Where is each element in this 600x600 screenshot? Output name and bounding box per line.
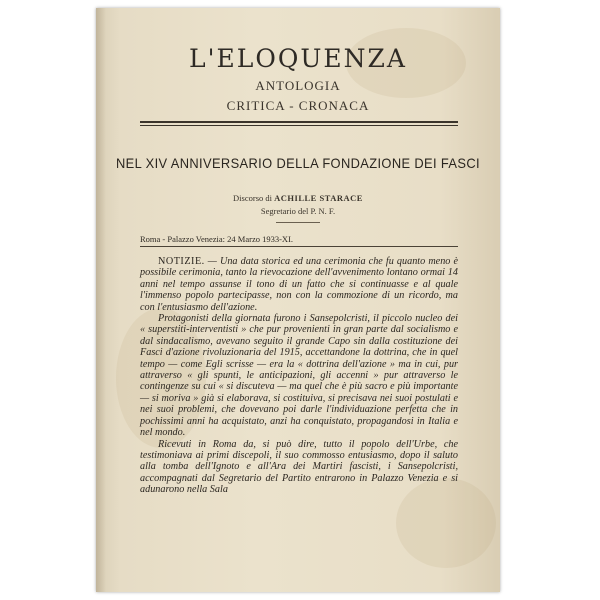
masthead-subtitle-secondary: CRITICA - CRONACA bbox=[226, 98, 370, 113]
paragraph: Ricevuti in Roma da, si può dire, tutto il popolo dell'Urbe, che testimoniava ai primi discepoli, il suo commosso entusiasmo, dopo il saluto alla tomba dell'Ignoto e all'Ara dei Martiri fascisti, i Sansepolcristi, accompagnati dal Segretario del Partito entrarono in Palazzo Venezia e si adunarono nella Sala bbox=[140, 438, 458, 496]
masthead-rule-thick bbox=[140, 121, 458, 123]
dateline: Roma - Palazzo Venezia: 24 Marzo 1933-XI. bbox=[140, 234, 458, 247]
byline-prefix: Discorso di bbox=[233, 193, 272, 203]
byline bbox=[96, 193, 500, 203]
byline-author: ACHILLE STARACE bbox=[274, 193, 363, 203]
paragraph-text: — Una data storica ed una cerimonia che fu quanto meno è possibile cerimonia, tanto la rievocazione dell'avvenimento lontano ormai 14 anni nel tempo assunse il tono di un fatto che si continuasse e al quale l'immenso popolo partecipasse, non con la commozione di un ricordo, ma con l'entusiasmo dell'azione. bbox=[140, 256, 458, 313]
article-body bbox=[140, 256, 458, 496]
byline-divider bbox=[276, 222, 320, 223]
document-page bbox=[96, 8, 500, 592]
article-headline: NEL XIV ANNIVERSARIO DELLA FONDAZIONE DEI FASCI bbox=[116, 155, 480, 171]
lead-word: NOTIZIE. bbox=[158, 256, 205, 267]
masthead-subtitle: ANTOLOGIA bbox=[255, 78, 341, 93]
masthead-rule-thin bbox=[140, 125, 458, 126]
byline-role: Segretario del P. N. F. bbox=[260, 206, 336, 216]
page-edge-shadow bbox=[96, 8, 106, 592]
paragraph bbox=[140, 256, 458, 313]
masthead-title: L'ELOQUENZA bbox=[189, 44, 407, 73]
paragraph: Protagonisti della giornata furono i Sansepolcristi, il piccolo nucleo dei « superstiti-interventisti » che pur provenienti in gran parte dal socialismo e dal sindacalismo, avevano seguito il grande Capo sin dalla costituzione dei Fasci d'azione rivoluzionaria del 1915, accettandone la dottrina, che in quel tempo — come Egli scrisse — era la « dottrina dell'azione » ma in cui, pur attraverso « gli spunti, le anticipazioni, gli accenni » pur attraverso le contingenze su cui « si discuteva — ma quel che è più sacro e più importante — si moriva » già si elaborava, si costituiva, si precisava nei suoi postulati e nei suoi problemi, che dovevano poi darle l'individuazione perfetta che in pochissimi anni ha acquistato, anzi ha conquistato, propagandosi in Italia e nel mondo. bbox=[140, 313, 458, 439]
